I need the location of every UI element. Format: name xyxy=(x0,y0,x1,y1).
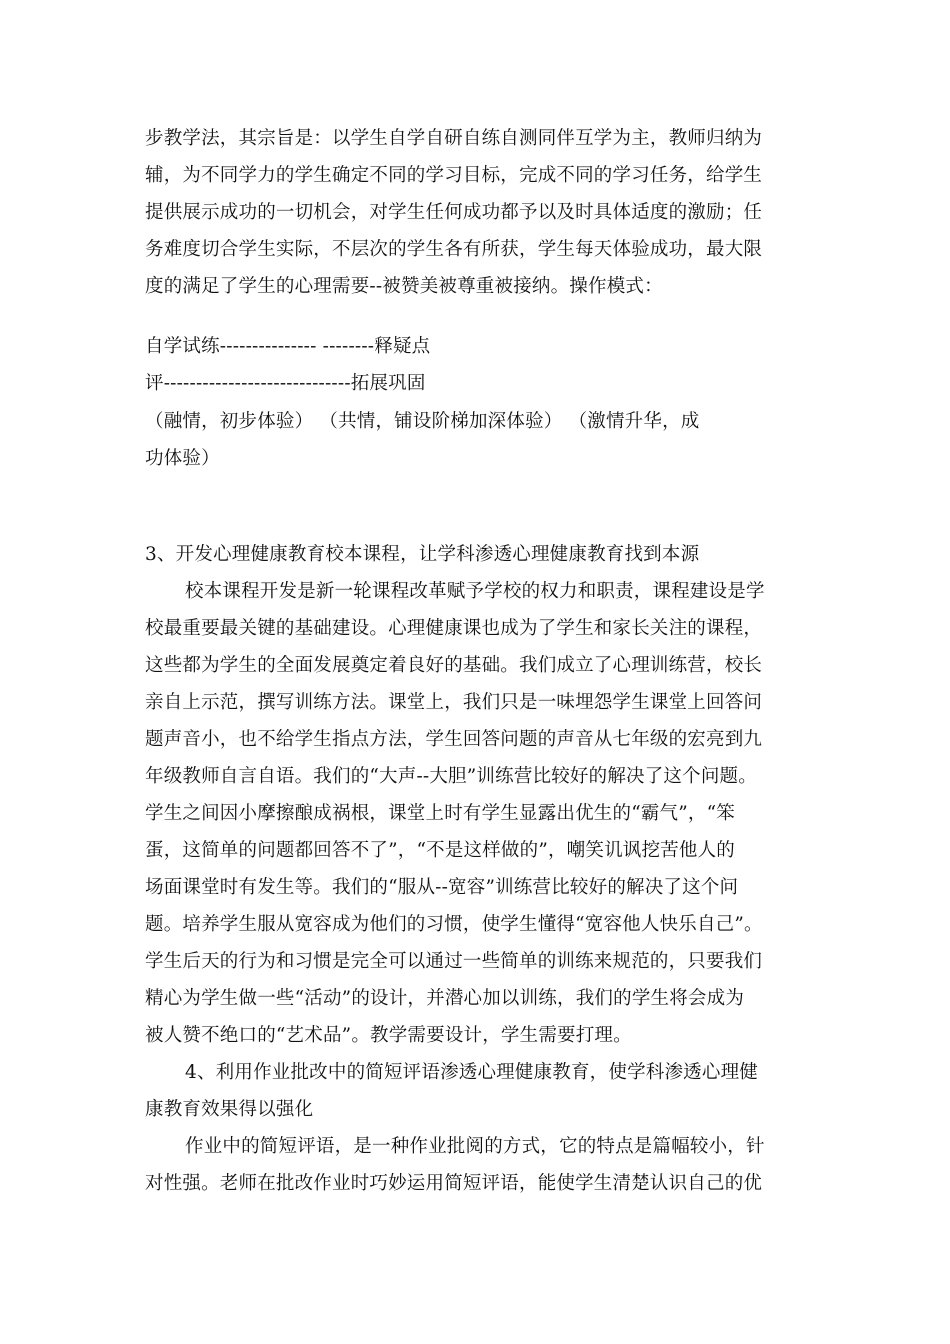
intro-line: 步教学法，其宗旨是：以学生自学自研自练自测同伴互学为主，教师归纳为 xyxy=(145,128,763,149)
mode-line: 自学试练--------------- --------释疑点 xyxy=(145,336,431,357)
intro-line: 度的满足了学生的心理需要--被赞美被尊重被接纳。操作模式： xyxy=(145,276,663,297)
section-3-line: 学生后天的行为和习惯是完全可以通过一些简单的训练来规范的，只要我们 xyxy=(145,951,763,972)
section-3-line: 年级教师自言自语。我们的“大声--大胆”训练营比较好的解决了这个问题。 xyxy=(145,766,757,787)
section-4-heading: 康教育效果得以强化 xyxy=(145,1099,314,1120)
section-4-line: 对性强。老师在批改作业时巧妙运用简短评语，能使学生清楚认识自己的优 xyxy=(145,1173,763,1194)
intro-line: 务难度切合学生实际，不层次的学生各有所获，学生每天体验成功，最大限 xyxy=(145,239,763,260)
section-3-line: 题声音小，也不给学生指点方法，学生回答问题的声音从七年级的宏亮到九 xyxy=(145,729,763,750)
mode-line: （融情，初步体验） （共情，铺设阶梯加深体验） （激情升华，成 xyxy=(145,411,700,432)
intro-line: 辅，为不同学力的学生确定不同的学习目标，完成不同的学习任务，给学生 xyxy=(145,165,763,186)
section-3-line: 蛋，这简单的问题都回答不了”，“不是这样做的”，嘲笑讥讽挖苦他人的 xyxy=(145,840,735,861)
intro-line: 提供展示成功的一切机会，对学生任何成功都予以及时具体适度的激励；任 xyxy=(145,202,763,223)
section-3-heading: 3、开发心理健康教育校本课程，让学科渗透心理健康教育找到本源 xyxy=(145,544,700,565)
section-3-line: 被人赞不绝口的“艺术品”。教学需要设计，学生需要打理。 xyxy=(145,1025,632,1046)
section-3-line: 场面课堂时有发生等。我们的“服从--宽容”训练营比较好的解决了这个问 xyxy=(145,877,739,898)
section-3-line: 题。培养学生服从宽容成为他们的习惯，使学生懂得“宽容他人快乐自己”。 xyxy=(145,914,763,935)
section-3-line: 学生之间因小摩擦酿成祸根，课堂上时有学生显露出优生的“霸气”，“笨 xyxy=(145,803,735,824)
section-4-line: 作业中的简短评语，是一种作业批阅的方式，它的特点是篇幅较小，针 xyxy=(185,1136,765,1157)
section-3-line: 校本课程开发是新一轮课程改革赋予学校的权力和职责，课程建设是学 xyxy=(185,581,765,602)
section-3-line: 这些都为学生的全面发展奠定着良好的基础。我们成立了心理训练营，校长 xyxy=(145,655,763,676)
mode-line: 功体验） xyxy=(145,448,220,469)
section-3-line: 精心为学生做一些“活动”的设计，并潜心加以训练，我们的学生将会成为 xyxy=(145,988,745,1009)
section-3-line: 校最重要最关键的基础建设。心理健康课也成为了学生和家长关注的课程， xyxy=(145,618,763,639)
mode-line: 评-----------------------------拓展巩固 xyxy=(145,373,426,394)
section-4-heading: 4、利用作业批改中的简短评语渗透心理健康教育，使学科渗透心理健 xyxy=(185,1062,758,1083)
section-3-line: 亲自上示范，撰写训练方法。课堂上，我们只是一味埋怨学生课堂上回答问 xyxy=(145,692,763,713)
